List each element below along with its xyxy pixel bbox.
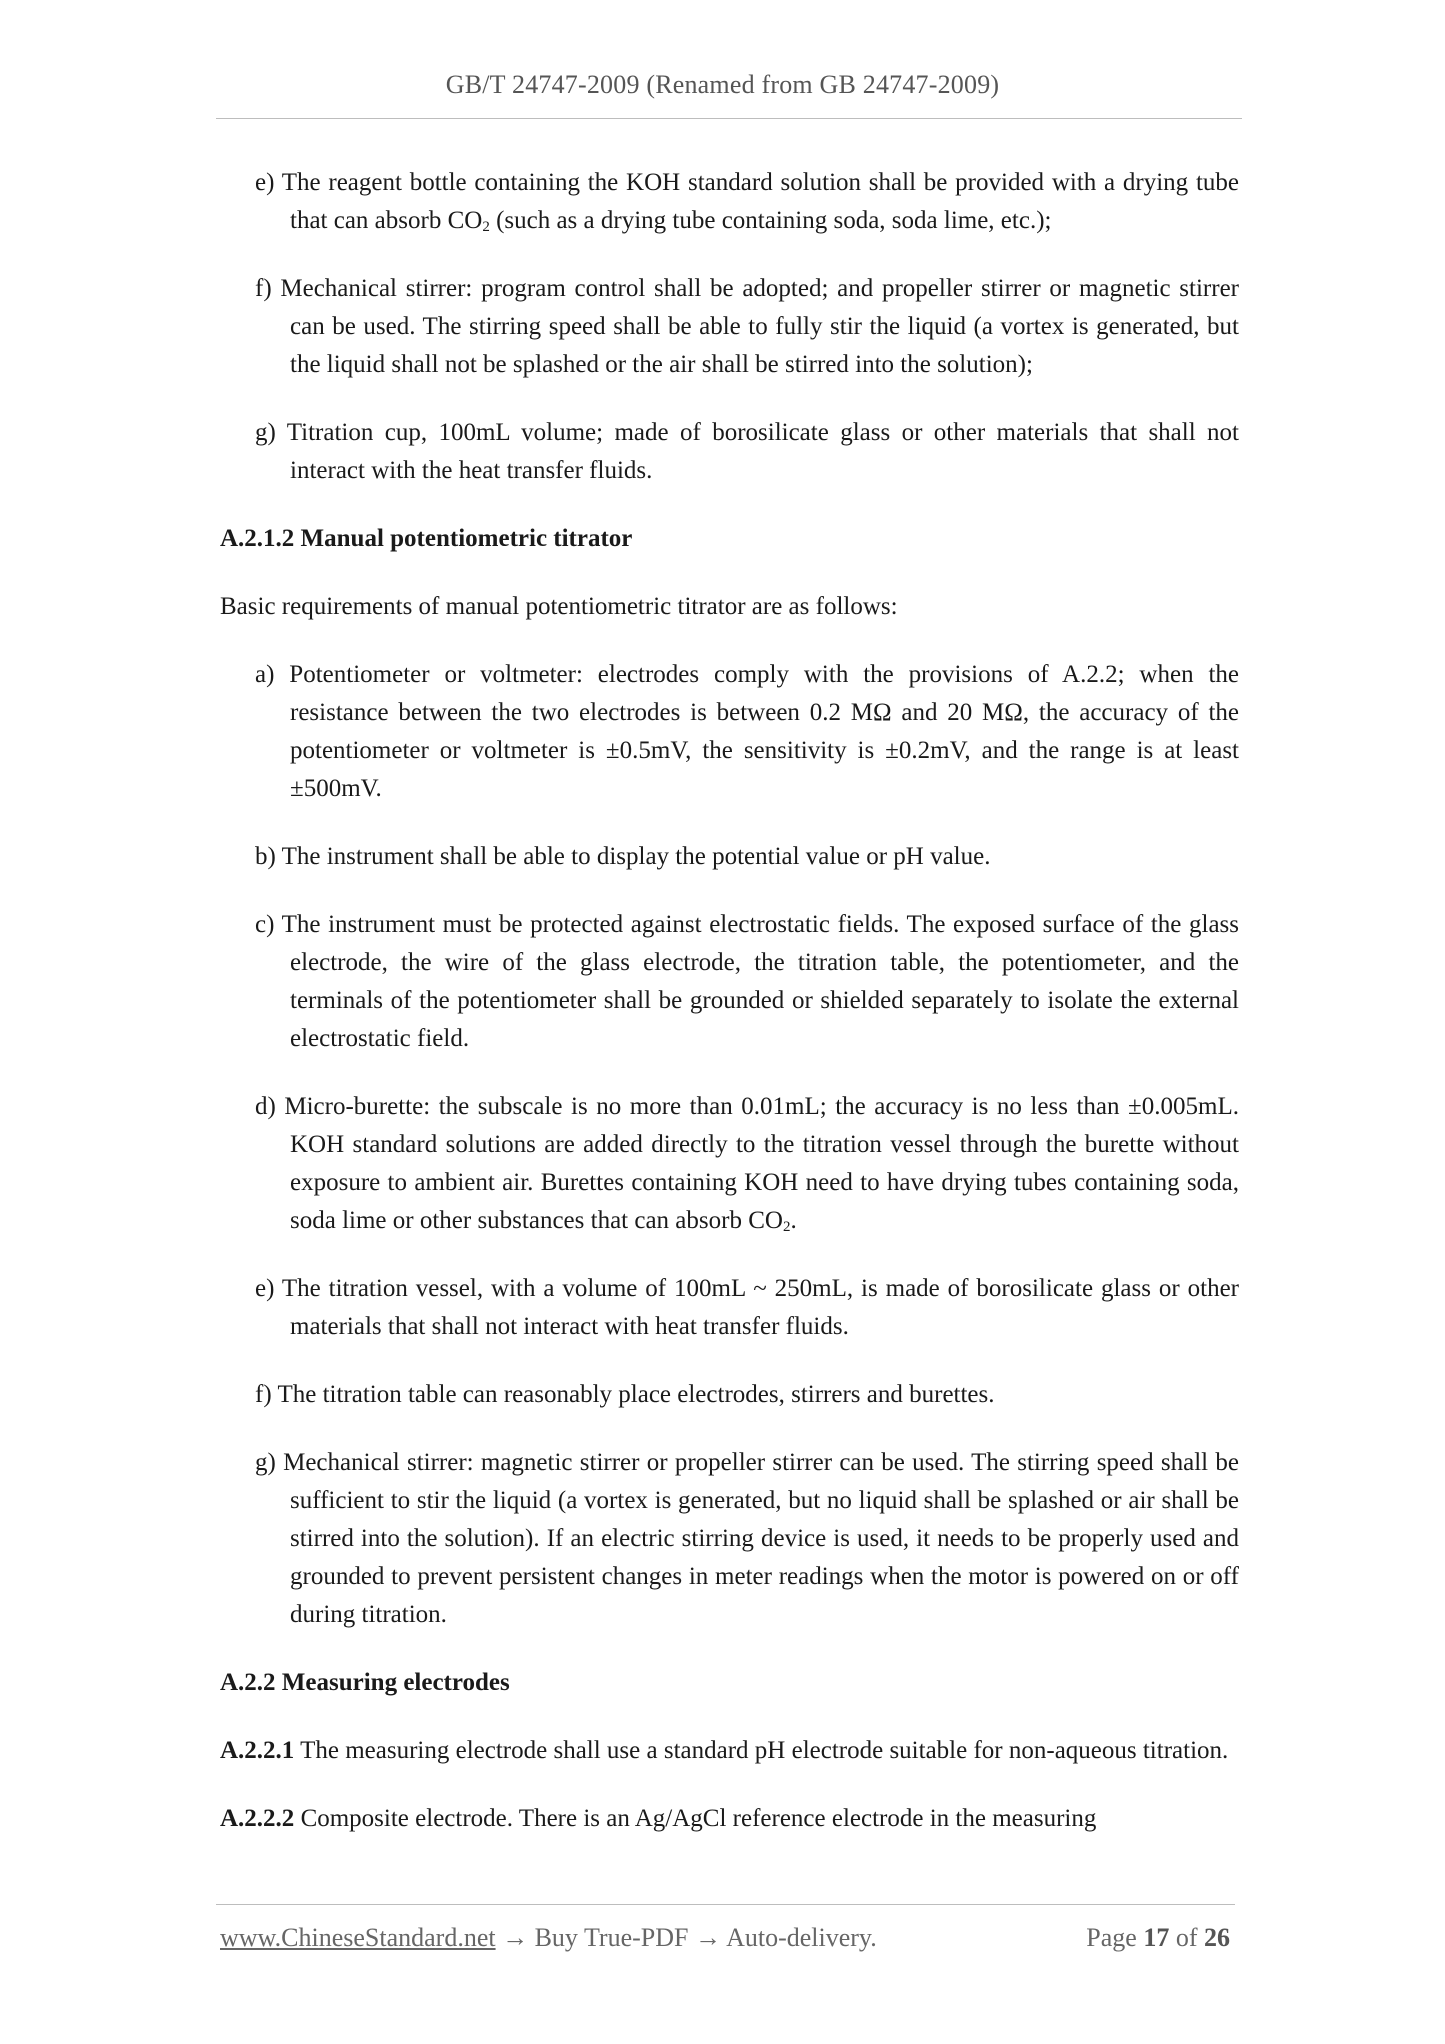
page-indicator [1086,1923,1230,1953]
clause-a221 [220,1732,1239,1770]
header-divider [216,118,1242,119]
item-text: (such as a drying tube containing soda, soda lime, etc.); [489,207,1052,234]
page-total: 26 [1204,1923,1230,1952]
item-text: . [790,1207,797,1234]
of-label: of [1169,1923,1204,1952]
list-item-a-potentiometer: a) Potentiometer or voltmeter: electrodes comply with the provisions of A.2.2; when the resistance between the two electrodes is between 0.2 MΩ and 20 MΩ, the accuracy of the potentiometer or voltmeter is ±0.5mV, the sensitivity is ±0.2mV, and the range is at least ±500mV. [255,661,1239,802]
clause-number: A.2.2.1 [220,1737,295,1764]
item-text: e) The reagent bottle containing the KOH standard solution shall be provided with a drying tube that can absorb CO [255,169,1239,234]
delivery-label: Auto-delivery. [726,1923,877,1952]
list-item-e-titration-vessel: e) The titration vessel, with a volume of 100mL ~ 250mL, is made of borosilicate glass or other materials that shall not interact with heat transfer fluids. [255,1275,1239,1340]
arrow-icon: → [688,1923,727,1952]
section-intro: Basic requirements of manual potentiometric titrator are as follows: [220,593,898,620]
clause-a222 [220,1800,1239,1838]
list-item-e-reagent-bottle [255,164,1239,240]
subscript: 2 [482,219,490,235]
section-heading-a22: A.2.2 Measuring electrodes [220,1669,510,1696]
subscript: 2 [782,1219,791,1235]
item-text: d) Micro-burette: the subscale is no more than 0.01mL; the accuracy is no less than ±0.005mL. KOH standard solutions are added directly to the titration vessel through the burette without exposure to ambient air. Burettes containing KOH need to have drying tubes containing soda, soda lime or other substances that can absorb CO [255,1093,1239,1234]
list-item-f-mechanical-stirrer: f) Mechanical stirrer: program control shall be adopted; and propeller stirrer or magnetic stirrer can be used. The stirring speed shall be able to fully stir the liquid (a vortex is generated, but the liquid shall not be splashed or the air shall be stirred into the solution); [255,275,1239,378]
list-item-b-display: b) The instrument shall be able to display the potential value or pH value. [255,843,991,870]
site-link[interactable]: www.ChineseStandard.net [220,1923,496,1952]
page-label: Page [1086,1923,1144,1952]
document-body [220,164,1239,1868]
list-item-f-titration-table: f) The titration table can reasonably place electrodes, stirrers and burettes. [255,1381,995,1408]
clause-number: A.2.2.2 [220,1805,295,1832]
page-number: 17 [1143,1923,1170,1952]
buy-label: Buy True-PDF [534,1923,689,1952]
section-heading-a212: A.2.1.2 Manual potentiometric titrator [220,525,633,552]
list-item-g-titration-cup: g) Titration cup, 100mL volume; made of borosilicate glass or other materials that shall not interact with the heat transfer fluids. [255,419,1239,484]
list-item-c-electrostatic: c) The instrument must be protected against electrostatic fields. The exposed surface of the glass electrode, the wire of the glass electrode, the titration table, the potentiometer, and the terminals of the potentiometer shall be grounded or shielded separately to isolate the external electrostatic field. [255,911,1239,1052]
list-item-d-micro-burette [255,1088,1239,1240]
clause-text: The measuring electrode shall use a standard pH electrode suitable for non-aqueous titration. [294,1737,1229,1764]
footer [220,1923,1230,1953]
header-title: GB/T 24747-2009 (Renamed from GB 24747-2009) [445,70,1000,99]
clause-text: Composite electrode. There is an Ag/AgCl reference electrode in the measuring [294,1805,1097,1832]
list-item-g-mechanical-stirrer: g) Mechanical stirrer: magnetic stirrer or propeller stirrer can be used. The stirring speed shall be sufficient to stir the liquid (a vortex is generated, but no liquid shall be splashed or air shall be stirred into the solution). If an electric stirring device is used, it needs to be properly used and grounded to prevent persistent changes in meter readings when the motor is powered on or off during titration. [255,1449,1239,1628]
arrow-icon: → [495,1923,535,1952]
footer-divider [216,1904,1235,1905]
